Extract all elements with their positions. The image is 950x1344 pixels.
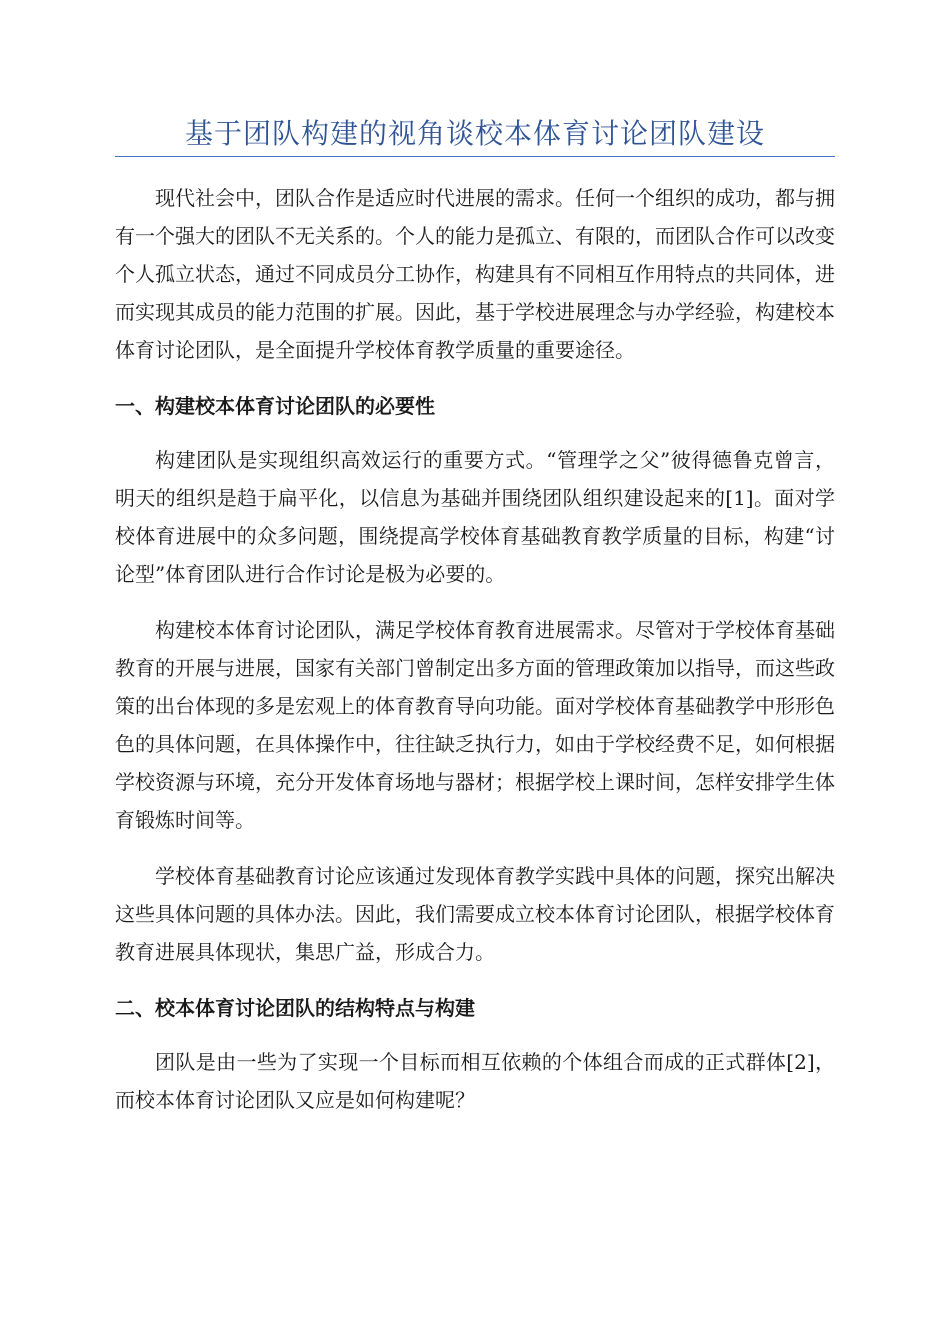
section-heading-structure: 二、校本体育讨论团队的结构特点与构建 [115, 996, 475, 1020]
section-1-paragraph-1: 构建团队是实现组织高效运行的重要方式。“管理学之父”彼得德鲁克曾言，明天的组织是趋于扁平化，以信息为基础并围绕团队组织建设起来的[1]。面对学校体育进展中的众多问题，围绕提高学校体育基础教育教学质量的目标，构建“讨论型”体育团队进行合作讨论是极为必要的。 [115, 448, 835, 586]
document-page [115, 112, 835, 1137]
section-1-paragraph-2: 构建校本体育讨论团队，满足学校体育教育进展需求。尽管对于学校体育基础教育的开展与进展，国家有关部门曾制定出多方面的管理政策加以指导，而这些政策的出台体现的多是宏观上的体育教育导向功能。面对学校体育基础教学中形形色色的具体问题，在具体操作中，往往缺乏执行力，如由于学校经费不足，如何根据学校资源与环境，充分开发体育场地与器材；根据学校上课时间，怎样安排学生体育锻炼时间等。 [115, 618, 835, 832]
section-2-paragraph-1: 团队是由一些为了实现一个目标而相互依赖的个体组合而成的正式群体[2]，而校本体育讨论团队又应是如何构建呢？ [115, 1050, 835, 1112]
intro-paragraph: 现代社会中，团队合作是适应时代进展的需求。任何一个组织的成功，都与拥有一个强大的团队不无关系的。个人的能力是孤立、有限的，而团队合作可以改变个人孤立状态，通过不同成员分工协作，构建具有不同相互作用特点的共同体，进而实现其成员的能力范围的扩展。因此，基于学校进展理念与办学经验，构建校本体育讨论团队，是全面提升学校体育教学质量的重要途径。 [115, 186, 835, 362]
document-title: 基于团队构建的视角谈校本体育讨论团队建设 [184, 117, 765, 150]
section-1-paragraph-3: 学校体育基础教育讨论应该通过发现体育教学实践中具体的问题，探究出解决这些具体问题的具体办法。因此，我们需要成立校本体育讨论团队，根据学校体育教育进展具体现状，集思广益，形成合力。 [115, 864, 835, 964]
title-underline [115, 156, 835, 157]
section-heading-necessity: 一、构建校本体育讨论团队的必要性 [115, 394, 435, 418]
